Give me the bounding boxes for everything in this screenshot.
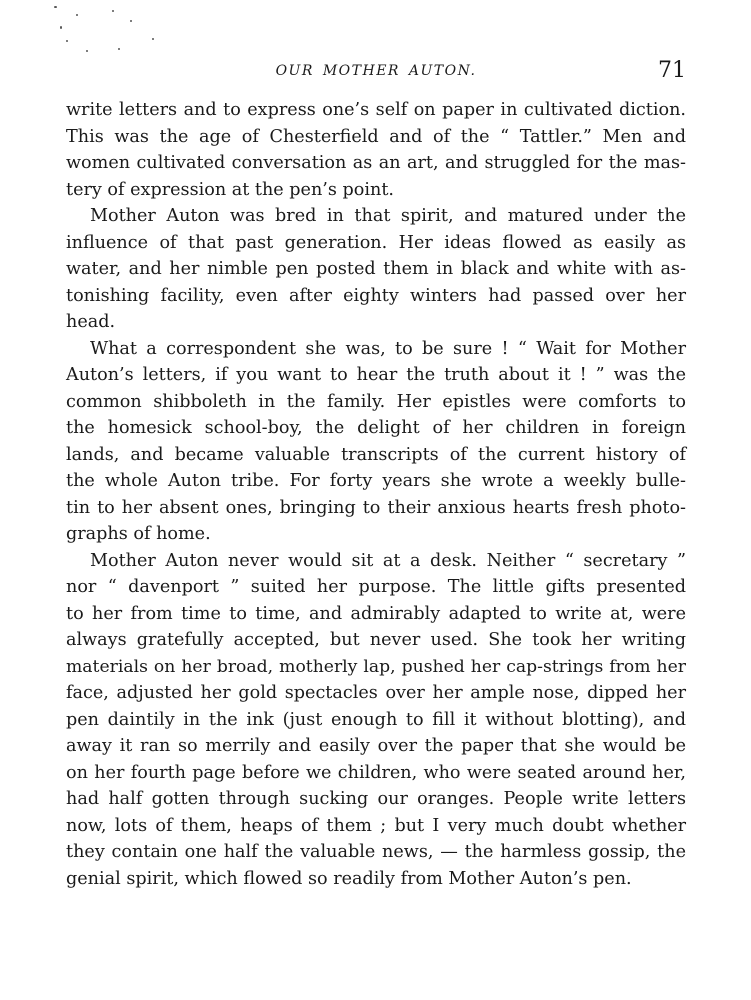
text-line: materials on her broad, motherly lap, pushed her cap-strings from her (66, 656, 686, 677)
text-line: head. (66, 312, 116, 332)
text-line: tonishing facility, even after eighty winters had passed over her (66, 285, 686, 306)
text-line: write letters and to express one’s self on paper in cultivated diction. (66, 100, 686, 120)
text-line: women cultivated conversation as an art, and struggled for the mas- (66, 153, 686, 173)
text-line: tin to her absent ones, bringing to their anxious hearts fresh photo- (66, 497, 686, 518)
text-line: water, and her nimble pen posted them in black and white with as- (66, 259, 686, 279)
text-line: face, adjusted her gold spectacles over her ample nose, dipped her (66, 683, 686, 703)
text-line: Mother Auton was bred in that spirit, and matured under the (90, 206, 686, 226)
text-line: nor “ davenport ” suited her purpose. The little gifts presented (66, 577, 686, 597)
text-line: to her from time to time, and admirably adapted to write at, were (66, 603, 686, 624)
text-line: the homesick school-boy, the delight of her children in foreign (66, 418, 686, 438)
body-text (66, 97, 686, 892)
paragraph (66, 336, 686, 548)
text-line: What a correspondent she was, to be sure ! “ Wait for Mother (90, 338, 686, 359)
text-line: always gratefully accepted, but never used. She took her writing (66, 630, 686, 650)
text-line: had half gotten through sucking our oranges. People write letters (66, 789, 686, 809)
text-line: This was the age of Chesterfield and of the “ Tattler.” Men and (66, 126, 686, 147)
text-line: graphs of home. (66, 524, 211, 544)
text-line: common shibboleth in the family. Her epistles were comforts to (66, 391, 686, 412)
text-line: pen daintily in the ink (just enough to fill it without blotting), and (66, 709, 686, 730)
paragraph (66, 203, 686, 336)
text-line: the whole Auton tribe. For forty years she wrote a weekly bulle- (66, 471, 686, 491)
paragraph (66, 97, 686, 203)
text-line: now, lots of them, heaps of them ; but I very much doubt whether (66, 815, 686, 836)
running-head: OUR MOTHER AUTON. (275, 63, 477, 79)
text-line: tery of expression at the pen’s point. (66, 179, 394, 200)
text-line: on her fourth page before we children, who were seated around her, (66, 762, 686, 783)
text-line: genial spirit, which flowed so readily from Mother Auton’s pen. (66, 868, 632, 889)
page-number: 71 (658, 58, 686, 83)
paragraph (66, 548, 686, 893)
text-line: influence of that past generation. Her ideas flowed as easily as (66, 232, 686, 253)
text-line: away it ran so merrily and easily over the paper that she would be (66, 736, 686, 756)
text-line: lands, and became valuable transcripts of the current history of (66, 444, 686, 465)
text-line: Mother Auton never would sit at a desk. Neither “ secretary ” (90, 550, 686, 571)
text-line: Auton’s letters, if you want to hear the truth about it ! ” was the (66, 365, 686, 385)
page-header (66, 58, 686, 88)
text-line: they contain one half the valuable news, — the harmless gossip, the (66, 842, 686, 862)
